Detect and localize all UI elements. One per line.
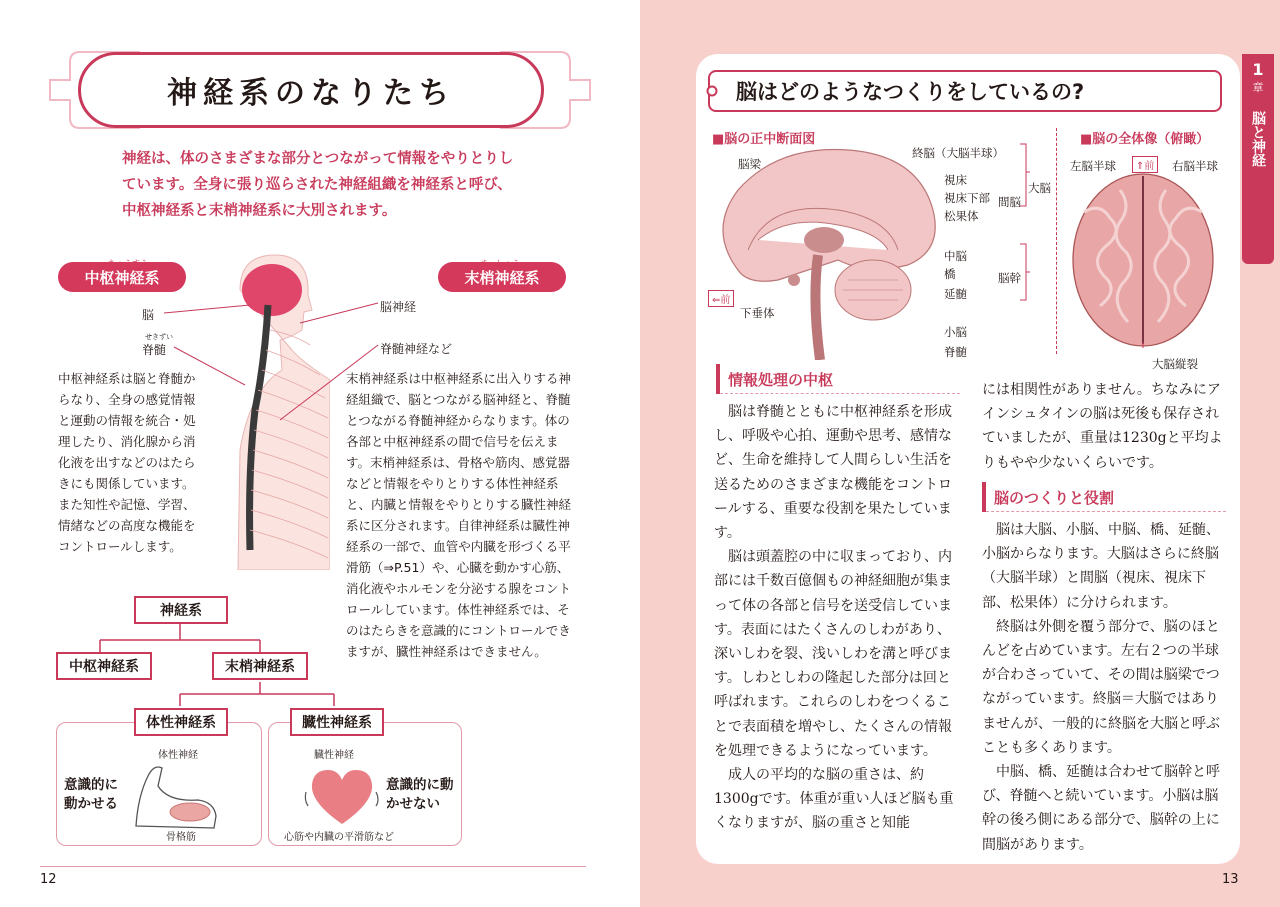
question-bullet-icon xyxy=(702,84,722,98)
section2-paragraph-1: 脳は大脳、小脳、中脳、橋、延髄、小脳からなります。大脳はさらに終脳（大脳半球）と間脳（視床、視床下部、松果体）に分けられます。 xyxy=(982,522,1220,611)
brain-overview-illustration xyxy=(1070,172,1216,348)
somatic-nerve-label: 体性神経 xyxy=(158,750,198,761)
label-hypothalamus: 視床下部 xyxy=(944,191,990,205)
chapter-number: 1 xyxy=(1252,60,1264,79)
label-spinal-cord: 脊髄 xyxy=(944,345,967,359)
tree-somatic: 体性神経系 xyxy=(134,708,228,736)
section1-paragraph-2: 脳は頭蓋腔の中に収まっており、内部には千数百億個もの神経細胞が集まって体の各部と信号を送受信しています。表面にはたくさんのしわがあり、深いしわを裂、浅いしわを溝と呼びます。しわとしわの隆起した部分は回と呼ばれます。これらのしわをつくることで表面積を増やし、たくさんの情報を処理できるようになっています。 xyxy=(714,549,952,759)
heart-icon xyxy=(302,766,382,828)
tree-pns: 末梢神経系 xyxy=(212,652,308,680)
page-title: 神経系のなりたち xyxy=(167,76,455,111)
label-cerebrum: 大脳 xyxy=(1028,181,1051,195)
midsagittal-title: ■脳の正中断面図 xyxy=(712,132,816,147)
arm-muscle-icon xyxy=(128,756,218,832)
page-number-left: 12 xyxy=(40,872,57,887)
label-cranial-nerves: 脳神経 xyxy=(380,300,417,314)
cns-description: 中枢神経系は脳と脊髄からなり、全身の感覚情報と運動の情報を統合・処理したり、消化腺から消化液を出すなどのはたらきにも関係しています。また知性や記憶、学習、情緒などの高度な機能をコントロールします。 xyxy=(58,371,196,554)
label-front-up: ⇑前 xyxy=(1132,156,1158,173)
intro-text: 神経は、体のさまざまな部分とつながって情報をやりとりしています。全身に張り巡らされた神経組織を神経系と呼び、中枢神経系と末梢神経系に大別されます。 xyxy=(122,151,514,219)
tree-cns: 中枢神経系 xyxy=(56,652,152,680)
label-front-arrow: ⇐前 xyxy=(708,290,734,307)
column2-continuation: には相関性がありません。ちなみにアインシュタインの脳は死後も保存されていましたが、重量は1230gと平均よりもやや少ないくらいです。 xyxy=(982,382,1223,471)
label-brain: 脳 xyxy=(142,308,155,322)
somatic-can-move: 意識的に動かせる xyxy=(64,777,118,812)
chapter-tab xyxy=(1242,54,1274,264)
cns-pill: 中枢神経系 xyxy=(58,262,186,292)
label-spinal-nerves: 脊髄神経など xyxy=(380,342,453,356)
column-2-top xyxy=(982,378,1230,475)
footer-rule xyxy=(40,866,586,867)
label-left-hemisphere: 左脳半球 xyxy=(1070,159,1116,173)
visceral-muscle-label: 心筋や内臓の平滑筋など xyxy=(284,832,394,843)
section2-paragraph-2: 終脳は外側を覆う部分で、脳のほとんどを占めています。左右２つの半球が合わさっていて、その間は脳梁でつながっています。終脳＝大脳ではありませんが、一般的に終脳を大脳と呼ぶことも多くあります。 xyxy=(982,618,1220,756)
label-spinal: 脊髄 xyxy=(142,343,167,357)
label-diencephalon: 間脳 xyxy=(998,195,1021,209)
pns-description: 末梢神経系は中枢神経系に出入りする神経組織で、脳とつながる脳神経と、脊髄とつながる脊髄神経からなります。体の各部と中枢神経系の間で信号を伝えます。末梢神経系は、骨格や筋肉、感覚器などと情報をやりとりする体性神経系と、内臓と情報をやりとりする臓性神経系に区分されます。自律神経系は臓性神経系の一部で、血管や内臓を形づくる平滑筋（⇒P.51）や、心臓を動かす心筋、消化液やホルモンを分泌する腺をコントロールしています。体性神経系では、そのはたらきを意識的にコントロールできますが、臓性神経系はできません。 xyxy=(346,371,572,659)
chapter-suffix: 章 xyxy=(1252,81,1264,94)
label-thalamus: 視床 xyxy=(944,173,967,187)
chapter-title: 脳と神経 xyxy=(1250,111,1266,167)
section-heading-structure: 脳のつくりと役割 xyxy=(982,482,1230,512)
page-number-right: 13 xyxy=(1222,872,1239,887)
label-corpus-callosum: 脳梁 xyxy=(738,157,761,171)
section2-paragraph-3: 中脳、橋、延髄は合わせて脳幹と呼び、脊髄へと続いています。小脳は脳幹の後ろ側にある部分で、脳幹の上に間脳があります。 xyxy=(982,764,1220,853)
label-midbrain: 中脳 xyxy=(944,249,967,263)
diagram-divider xyxy=(1056,128,1057,354)
label-brainstem: 脳幹 xyxy=(998,271,1021,285)
visceral-cannot-move: 意識的に動かせない xyxy=(386,777,454,812)
midsagittal-brain-illustration xyxy=(708,140,948,360)
label-pineal: 松果体 xyxy=(944,209,979,223)
label-telencephalon: 終脳（大脳半球） xyxy=(912,146,1004,160)
pns-pill: 末梢神経系 xyxy=(438,262,566,292)
section1-paragraph-3: 成人の平均的な脳の重さは、約1300gです。体重が重い人ほど脳も重くなりますが、脳の重さと知能 xyxy=(714,767,954,832)
column-2 xyxy=(982,518,1230,857)
tree-root: 神経系 xyxy=(134,596,228,624)
group-brackets xyxy=(1018,142,1032,302)
column-1 xyxy=(714,400,958,836)
label-longitudinal-fissure: 大脳縦裂 xyxy=(1152,357,1198,371)
label-medulla: 延髄 xyxy=(944,287,967,301)
label-right-hemisphere: 右脳半球 xyxy=(1172,159,1218,173)
somatic-muscle-label: 骨格筋 xyxy=(166,832,196,843)
label-pituitary: 下垂体 xyxy=(740,306,775,320)
visceral-nerve-label: 臓性神経 xyxy=(314,750,354,761)
section1-paragraph-1: 脳は脊髄とともに中枢神経系を形成し、呼吸や心拍、運動や思考、感情など、生命を維持して人間らしい生活を送るためのさまざまな機能をコントロールする、重要な役割を果たしています。 xyxy=(714,404,952,542)
tree-visceral: 臓性神経系 xyxy=(290,708,384,736)
label-spinal-ruby: せきずい xyxy=(145,333,173,341)
question-heading: 脳はどのようなつくりをしているの? xyxy=(736,80,1085,104)
section-heading-information: 情報処理の中枢 xyxy=(716,364,964,394)
label-pons: 橋 xyxy=(944,267,956,281)
label-cerebellum: 小脳 xyxy=(944,325,967,339)
overview-title: ■脳の全体像（俯瞰） xyxy=(1080,132,1210,147)
